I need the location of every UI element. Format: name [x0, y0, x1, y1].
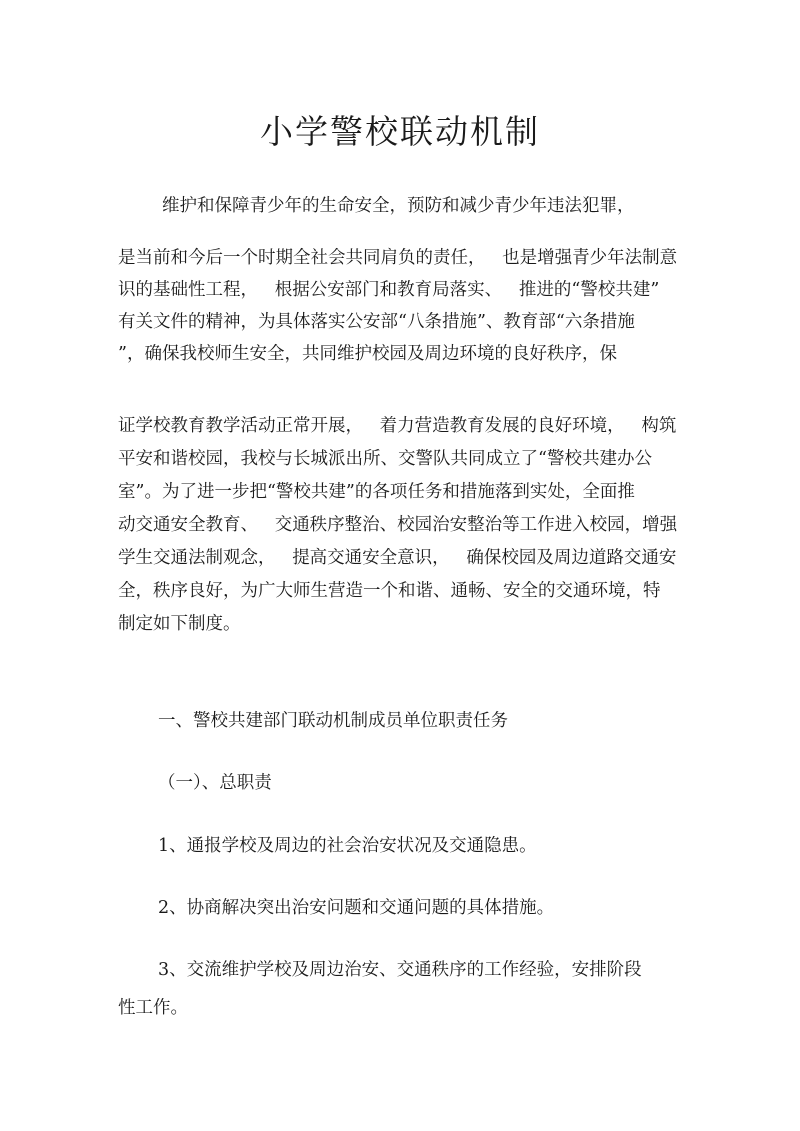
paragraph-line: 识的基础性工程， 根据公安部门和教育局落实、 推进的“警校共建” [118, 280, 660, 300]
list-item: 2、协商解决突出治安问题和交通问题的具体措施。 [158, 898, 555, 918]
list-item: 3、交流维护学校及周边治安、交通秩序的工作经验，安排阶段 [158, 960, 642, 980]
paragraph-line: 平安和谐校园，我校与长城派出所、交警队共同成立了“警校共建办公 [118, 449, 652, 469]
subsection-heading: （一）、总职责 [158, 773, 272, 793]
paragraph-line: 学生交通法制观念， 提高交通安全意识， 确保校园及周边道路交通安 [118, 548, 677, 568]
section-heading: 一、警校共建部门联动机制成员单位职责任务 [158, 711, 508, 731]
paragraph-line: 动交通安全教育、 交通秩序整治、校园治安整治等工作进入校园，增强 [118, 515, 678, 535]
paragraph-line: 全，秩序良好，为广大师生营造一个和谐、通畅、安全的交通环境，特 [118, 581, 661, 601]
document-title: 小学警校联动机制 [260, 112, 540, 151]
paragraph-line: 是当前和今后一个时期全社会共同肩负的责任， 也是增强青少年法制意 [118, 248, 678, 268]
paragraph-line: 有关文件的精神，为具体落实公安部“八条措施”、教育部“六条措施 [118, 312, 635, 332]
paragraph-line: ”，确保我校师生安全，共同维护校园及周边环境的良好秩序，保 [118, 344, 617, 364]
list-item-continuation: 性工作。 [118, 998, 188, 1018]
paragraph-line: 证学校教育教学活动正常开展， 着力营造教育发展的良好环境， 构筑 [118, 416, 677, 436]
list-item: 1、通报学校及周边的社会治安状况及交通隐患。 [158, 836, 537, 856]
paragraph-line: 制定如下制度。 [118, 614, 241, 634]
paragraph-line: 维护和保障青少年的生命安全，预防和减少青少年违法犯罪， [162, 196, 635, 216]
paragraph-line: 室”。为了进一步把“警校共建”的各项任务和措施落到实处，全面推 [118, 482, 635, 502]
